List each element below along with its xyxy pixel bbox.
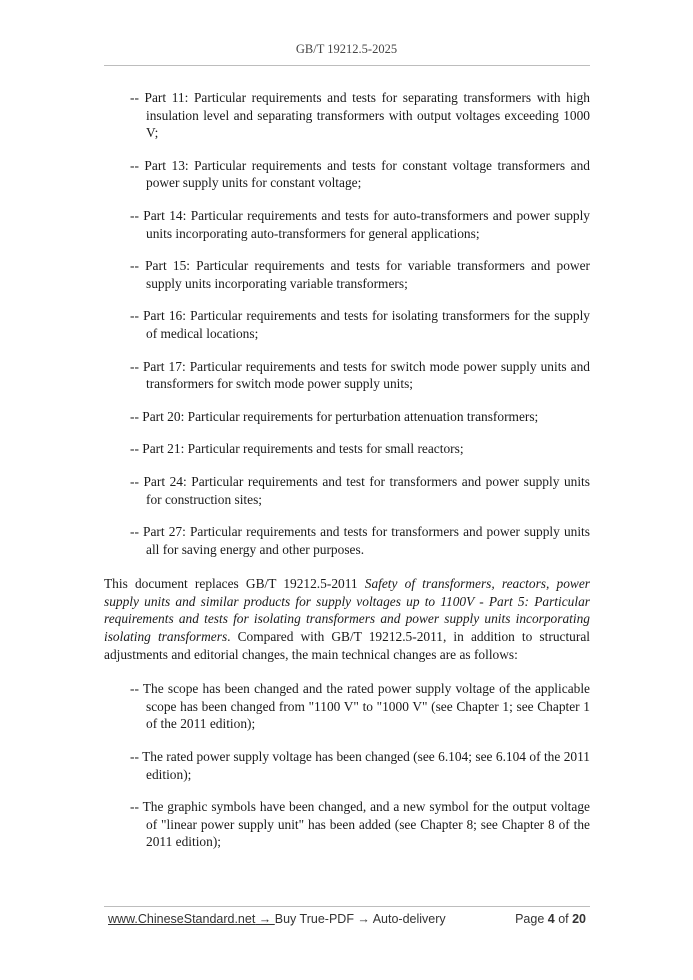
buy-pdf-label: Buy True-PDF <box>274 912 354 926</box>
list-item: -- Part 14: Particular requirements and tests for auto-transformers and power supply units incorporating auto-transformers for general applications; <box>130 207 590 241</box>
page-header: GB/T 19212.5-2025 <box>295 42 398 56</box>
list-item: -- The scope has been changed and the rated power supply voltage of the applicable scope has been changed from "1100 V" to "1000 V" (see Chapter 1; see Chapter 1 of the 2011 edition); <box>130 681 590 732</box>
footer-links <box>108 912 446 926</box>
page-number: 4 <box>547 912 555 926</box>
site-link-text: www.ChineseStandard.net <box>108 912 256 926</box>
list-item: -- Part 13: Particular requirements and tests for constant voltage transformers and power supply units for constant voltage; <box>130 157 590 191</box>
list-item: -- Part 27: Particular requirements and tests for transformers and power supply units all for saving energy and other purposes. <box>130 524 590 557</box>
footer-rule <box>104 906 590 907</box>
page-word: Page <box>515 912 548 926</box>
replaces-paragraph <box>104 575 590 663</box>
list-item: -- Part 16: Particular requirements and tests for isolating transformers for the supply of medical locations; <box>130 308 590 341</box>
replaced-standard-title: Safety of transformers, reactors, power supply units and similar products for supply voltages up to 1100V - Part 5: Particular requirements and tests for isolating transformers and power supply units incorporating isolating transformers <box>104 576 590 645</box>
paragraph-lead: This document replaces GB/T 19212.5-2011 <box>104 576 365 592</box>
list-item: -- The rated power supply voltage has been changed (see 6.104; see 6.104 of the 2011 edition); <box>130 749 590 782</box>
list-item: -- Part 24: Particular requirements and test for transformers and power supply units for construction sites; <box>130 473 590 507</box>
auto-delivery-label: Auto-delivery <box>372 912 446 926</box>
list-item: -- Part 20: Particular requirements for perturbation attenuation transformers; <box>130 408 539 424</box>
page-footer <box>108 912 586 932</box>
page-total: 20 <box>572 912 586 926</box>
changes-list <box>104 680 590 851</box>
parts-list <box>104 89 590 558</box>
page-body <box>104 89 590 866</box>
site-link[interactable] <box>108 912 275 926</box>
list-item: -- Part 17: Particular requirements and tests for switch mode power supply units and transformers for switch mode power supply units; <box>130 358 590 392</box>
arrow-right-icon: → <box>353 912 373 926</box>
list-item: -- The graphic symbols have been changed, and a new symbol for the output voltage of "linear power supply unit" has been added (see Chapter 8; see Chapter 8 of the 2011 edition); <box>130 799 590 850</box>
list-item: -- Part 11: Particular requirements and tests for separating transformers with high insulation level and separating transformers with output voltages exceeding 1000 V; <box>130 90 590 141</box>
paragraph-rest: . Compared with GB/T 19212.5-2011, in addition to structural adjustments and editorial changes, the main technical changes are as follows: <box>104 629 590 662</box>
page-counter <box>515 912 586 926</box>
list-item: -- Part 15: Particular requirements and tests for variable transformers and power supply units incorporating variable transformers; <box>130 258 590 291</box>
arrow-right-icon: → <box>255 912 275 926</box>
of-word: of <box>554 912 573 926</box>
list-item: -- Part 21: Particular requirements and tests for small reactors; <box>130 441 464 457</box>
header-rule <box>104 65 590 66</box>
